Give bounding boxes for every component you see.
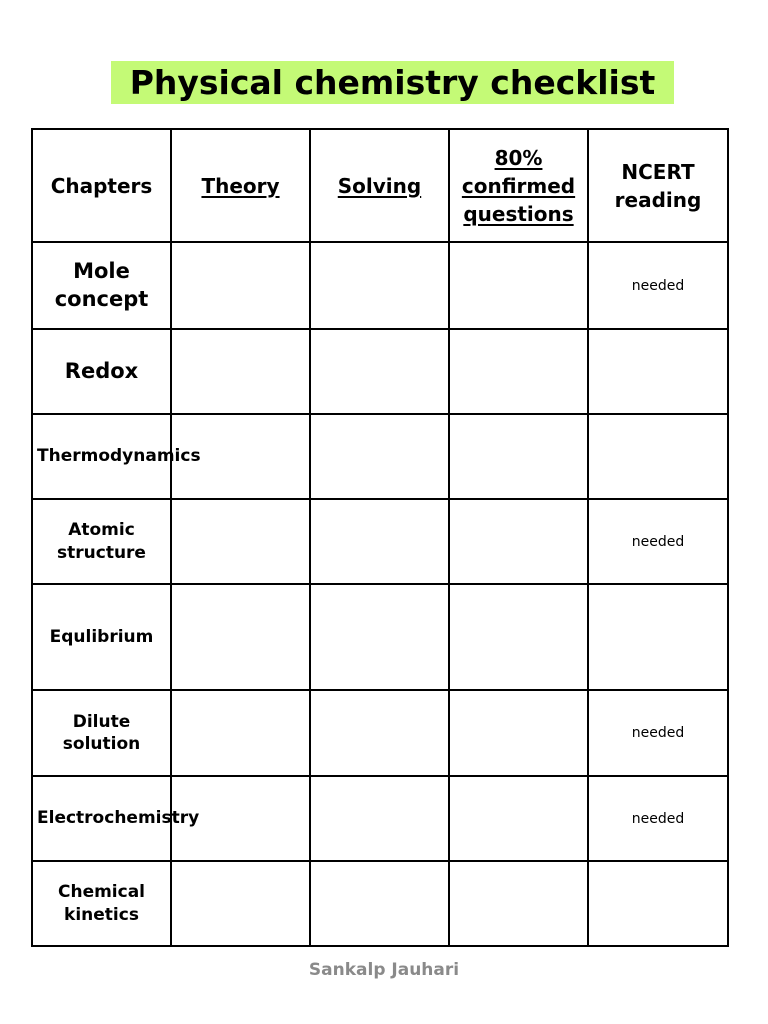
theory-cell [171, 690, 310, 776]
table-row [32, 690, 728, 776]
chapter-cell: Atomic structure [32, 499, 171, 584]
solving-cell [310, 242, 449, 329]
confirmed-questions-cell [449, 329, 588, 414]
theory-cell [171, 242, 310, 329]
column-header-ncert-reading: NCERT reading [588, 129, 728, 242]
confirmed-questions-cell [449, 861, 588, 946]
solving-cell [310, 861, 449, 946]
theory-cell [171, 329, 310, 414]
chapter-cell: Equlibrium [32, 584, 171, 690]
chapter-cell: Dilute solution [32, 690, 171, 776]
title-highlight [111, 61, 674, 104]
chapter-cell: Thermodynamics [32, 414, 171, 499]
header-row [32, 129, 728, 242]
theory-cell [171, 584, 310, 690]
table-row [32, 861, 728, 946]
confirmed-questions-cell [449, 776, 588, 861]
table-row [32, 414, 728, 499]
solving-cell [310, 584, 449, 690]
confirmed-questions-cell [449, 499, 588, 584]
chapter-cell: Mole concept [32, 242, 171, 329]
theory-cell [171, 861, 310, 946]
ncert-reading-cell [588, 414, 728, 499]
checklist-table [31, 128, 729, 947]
table-row [32, 499, 728, 584]
solving-cell [310, 776, 449, 861]
table-row [32, 329, 728, 414]
ncert-reading-cell: needed [588, 690, 728, 776]
ncert-reading-cell: needed [588, 242, 728, 329]
theory-cell [171, 499, 310, 584]
confirmed-questions-cell [449, 242, 588, 329]
solving-cell [310, 414, 449, 499]
solving-cell [310, 499, 449, 584]
table-row [32, 776, 728, 861]
solving-cell [310, 329, 449, 414]
ncert-reading-cell [588, 861, 728, 946]
ncert-reading-cell [588, 329, 728, 414]
chapter-cell: Chemical kinetics [32, 861, 171, 946]
table-row [32, 584, 728, 690]
chapter-cell: Electrochemistry [32, 776, 171, 861]
solving-cell [310, 690, 449, 776]
confirmed-questions-cell [449, 690, 588, 776]
confirmed-questions-cell [449, 584, 588, 690]
column-header-confirmed-questions: 80% confirmed questions [449, 129, 588, 242]
ncert-reading-cell: needed [588, 776, 728, 861]
confirmed-questions-cell [449, 414, 588, 499]
ncert-reading-cell [588, 584, 728, 690]
column-header-solving: Solving [310, 129, 449, 242]
column-header-chapters: Chapters [32, 129, 171, 242]
chapter-cell: Redox [32, 329, 171, 414]
column-header-theory: Theory [171, 129, 310, 242]
table-row [32, 242, 728, 329]
author-credit: Sankalp Jauhari [308, 960, 460, 980]
ncert-reading-cell: needed [588, 499, 728, 584]
page-title: Physical chemistry checklist [129, 63, 656, 102]
